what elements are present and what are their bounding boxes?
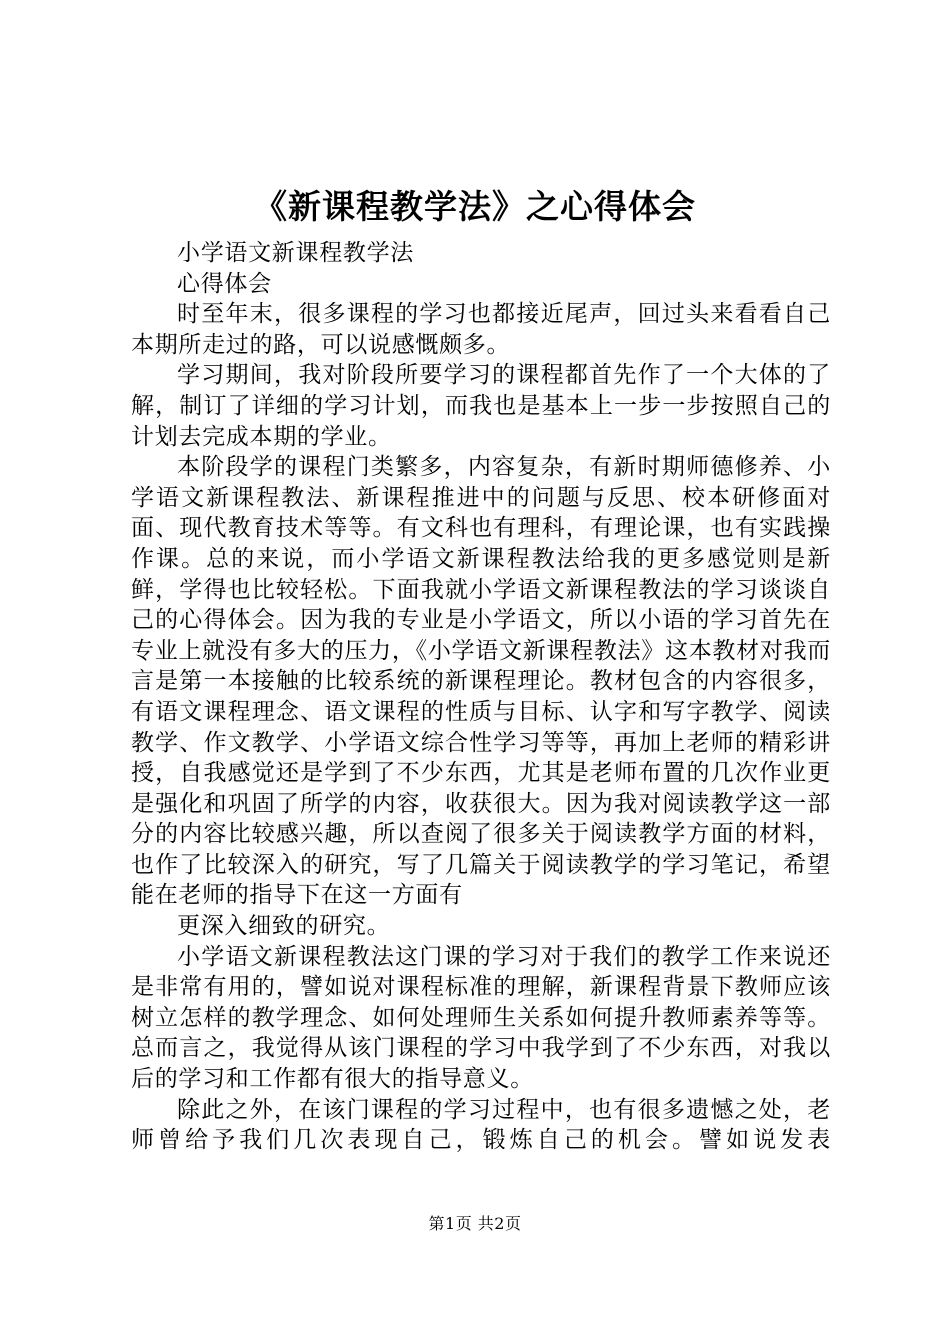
- body-paragraph: 时至年末，很多课程的学习也都接近尾声，回过头来看看自己本期所走过的路，可以说感慨颇多。: [131, 301, 831, 358]
- body-paragraph: 除此之外，在该门课程的学习过程中，也有很多遗憾之处，老师曾给予我们几次表现自己，锻炼自己的机会。譬如说发表: [131, 1096, 831, 1154]
- body-paragraph: 更深入细致的研究。: [177, 913, 391, 940]
- subtitle-line: 小学语文新课程教学法: [177, 240, 414, 266]
- document-title: 《新课程教学法》之心得体会: [254, 187, 696, 226]
- body-paragraph: 学习期间，我对阶段所要学习的课程都首先作了一个大体的了解，制订了详细的学习计划，而我也是基本上一步一步按照自己的计划去完成本期的学业。: [131, 362, 831, 450]
- page-indicator: 第1页 共2页: [428, 1214, 522, 1233]
- subtitle-line: 心得体会: [177, 270, 272, 297]
- document-body: [131, 238, 831, 1156]
- body-paragraph: 本阶段学的课程门类繁多，内容复杂，有新时期师德修养、小学语文新课程教法、新课程推进中的问题与反思、校本研修面对面、现代教育技术等等。有文科也有理科，有理论课，也有实践操作课。总的来说，而小学语文新课程教法给我的更多感觉则是新鲜，学得也比较轻松。下面我就小学语文新课程教法的学习谈谈自己的心得体会。因为我的专业是小学语文，所以小语的学习首先在专业上就没有多大的压力，《小学语文新课程教法》这本教材对我而言是第一本接触的比较系统的新课程理论。教材包含的内容很多，有语文课程理念、语文课程的性质与目标、认字和写字教学、阅读教学、作文教学、小学语文综合性学习等等，再加上老师的精彩讲授，自我感觉还是学到了不少东西，尤其是老师布置的几次作业更是强化和巩固了所学的内容，收获很大。因为我对阅读教学这一部分的内容比较感兴趣，所以查阅了很多关于阅读教学方面的材料，也作了比较深入的研究，写了几篇关于阅读教学的学习笔记，希望能在老师的指导下在这一方面有: [131, 454, 831, 909]
- body-paragraph: 小学语文新课程教法这门课的学习对于我们的教学工作来说还是非常有用的，譬如说对课程标准的理解，新课程背景下教师应该树立怎样的教学理念、如何处理师生关系如何提升教师素养等等。总而言之，我觉得从该门课程的学习中我学到了不少东西，对我以后的学习和工作都有很大的指导意义。: [131, 943, 831, 1093]
